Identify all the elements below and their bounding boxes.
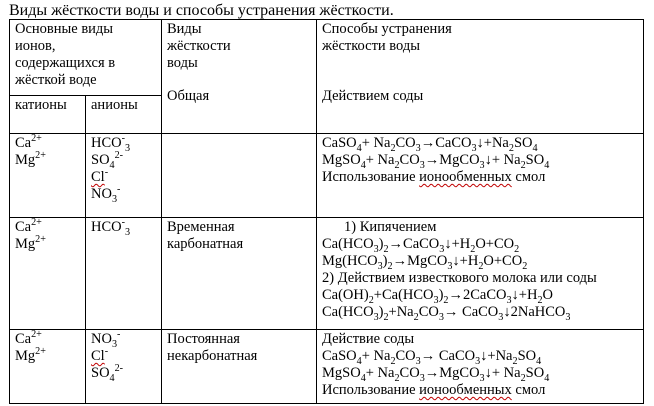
row-temporary-method: $Mg(HCO_3)_2\to MgCO_3↓+H_2O+CO_2$ <box>322 253 528 272</box>
row-permanent-kind-line: некарбонатная <box>167 348 258 364</box>
row-temporary-kind-line: карбонатная <box>167 236 244 252</box>
header-ions-line: Основные виды <box>15 21 114 37</box>
row-temporary-kind-line: Временная <box>167 219 235 235</box>
row-temporary-method: 2) Действием известкового молока или соды <box>322 270 597 286</box>
row-permanent-anions <box>86 330 162 404</box>
header-kinds <box>162 20 317 134</box>
row-temporary-method: $Ca(HCO_3)_2\to CaCO_3↓+H_2O+CO_2$ <box>322 236 520 255</box>
header-kinds-line: Виды <box>167 21 202 37</box>
header-ions-line: жёсткой воде <box>15 72 97 88</box>
table-row-permanent <box>10 330 644 404</box>
row-temporary-method: 1) Кипячением <box>344 219 437 235</box>
ion-no3: $NO_3^-$ <box>91 329 121 350</box>
row-permanent-method: CaSO$_4$+ $Na_2CO_3\to$ $CaCO_3↓+Na_2SO_4$ <box>322 348 542 367</box>
page-title: Виды жёсткости воды и способы устранения жёсткости. <box>9 2 394 19</box>
row-permanent-kind <box>162 330 317 404</box>
row-temporary-kind <box>162 218 317 330</box>
row-temporary-method: $Ca(OH)_2+Ca(HCO_3)_2\to 2CaCO_3↓+H_2O$ <box>322 287 553 306</box>
row-temporary-anions <box>86 218 162 330</box>
header-methods <box>317 20 644 134</box>
row-permanent-method: Действие соды <box>322 331 415 347</box>
ion-hco3: $HCO^-_3$ <box>91 217 131 238</box>
table-row-general <box>10 134 644 218</box>
ion-ca: $Ca^{2+}$ <box>15 217 42 235</box>
row-permanent-method: Использование ионообменных смол <box>322 382 546 398</box>
row-general-anions <box>86 134 162 218</box>
row-temporary-method: $Ca(HCO_3)_2+Na_2CO_3\to$ CaCO$_3$↓2NaHCO$_3$ <box>322 304 571 323</box>
water-hardness-table <box>9 19 644 404</box>
row-permanent-methods <box>317 330 644 404</box>
header-kinds-line: жёсткости <box>167 38 231 54</box>
row-temporary-methods <box>317 218 644 330</box>
row-general-method: MgSO$_4$+ $Na_2CO_3\to MgCO_3↓+ Na_2SO_4$ <box>322 152 550 171</box>
header-cations: катионы <box>10 96 86 134</box>
header-kinds-line: воды <box>167 55 198 71</box>
ion-mg: $Mg^{2+}$ <box>15 150 46 168</box>
ion-mg: $Mg^{2+}$ <box>15 346 46 364</box>
row-general-method: Использование ионообменных смол <box>322 169 546 185</box>
row-general-kind: Общая <box>167 88 210 104</box>
row-permanent-method: MgSO$_4$+ $Na_2CO_3\to MgCO_3↓+ Na_2SO_4$ <box>322 365 550 384</box>
header-ions-line: ионов, <box>15 38 56 54</box>
ion-hco3: $HCO^-_3$ <box>91 133 131 154</box>
ion-mg: $Mg^{2+}$ <box>15 234 46 252</box>
row-general-kind-spacer <box>162 134 317 218</box>
ion-ca: $Ca^{2+}$ <box>15 133 42 151</box>
header-methods-line: жёсткости воды <box>322 38 421 54</box>
ion-so4: $SO_4^{2-}$ <box>91 150 124 171</box>
table-row-temporary <box>10 218 644 330</box>
header-methods-line: Способы устранения <box>322 21 452 37</box>
header-anions: анионы <box>86 96 162 134</box>
ion-so4: $SO_4^{2-}$ <box>91 363 124 384</box>
row-permanent-kind-line: Постоянная <box>167 331 240 347</box>
header-ions <box>10 20 162 96</box>
ion-ca: $Ca^{2+}$ <box>15 329 42 347</box>
ion-no3: $NO_3^-$ <box>91 184 121 205</box>
row-permanent-cations <box>10 330 86 404</box>
row-general-cations <box>10 134 86 218</box>
row-general-method: CaSO$_4$+ $Na_2CO_3\to CaCO_3↓+Na_2SO_4$ <box>322 135 538 154</box>
row-temporary-cations <box>10 218 86 330</box>
row-general-methods <box>317 134 644 218</box>
ion-cl: Cl- <box>91 346 109 364</box>
table-header-row <box>10 20 644 96</box>
ion-cl: Cl- <box>91 167 109 185</box>
header-ions-line: содержащихся в <box>15 55 116 71</box>
row-general-method: Действием соды <box>322 88 424 104</box>
